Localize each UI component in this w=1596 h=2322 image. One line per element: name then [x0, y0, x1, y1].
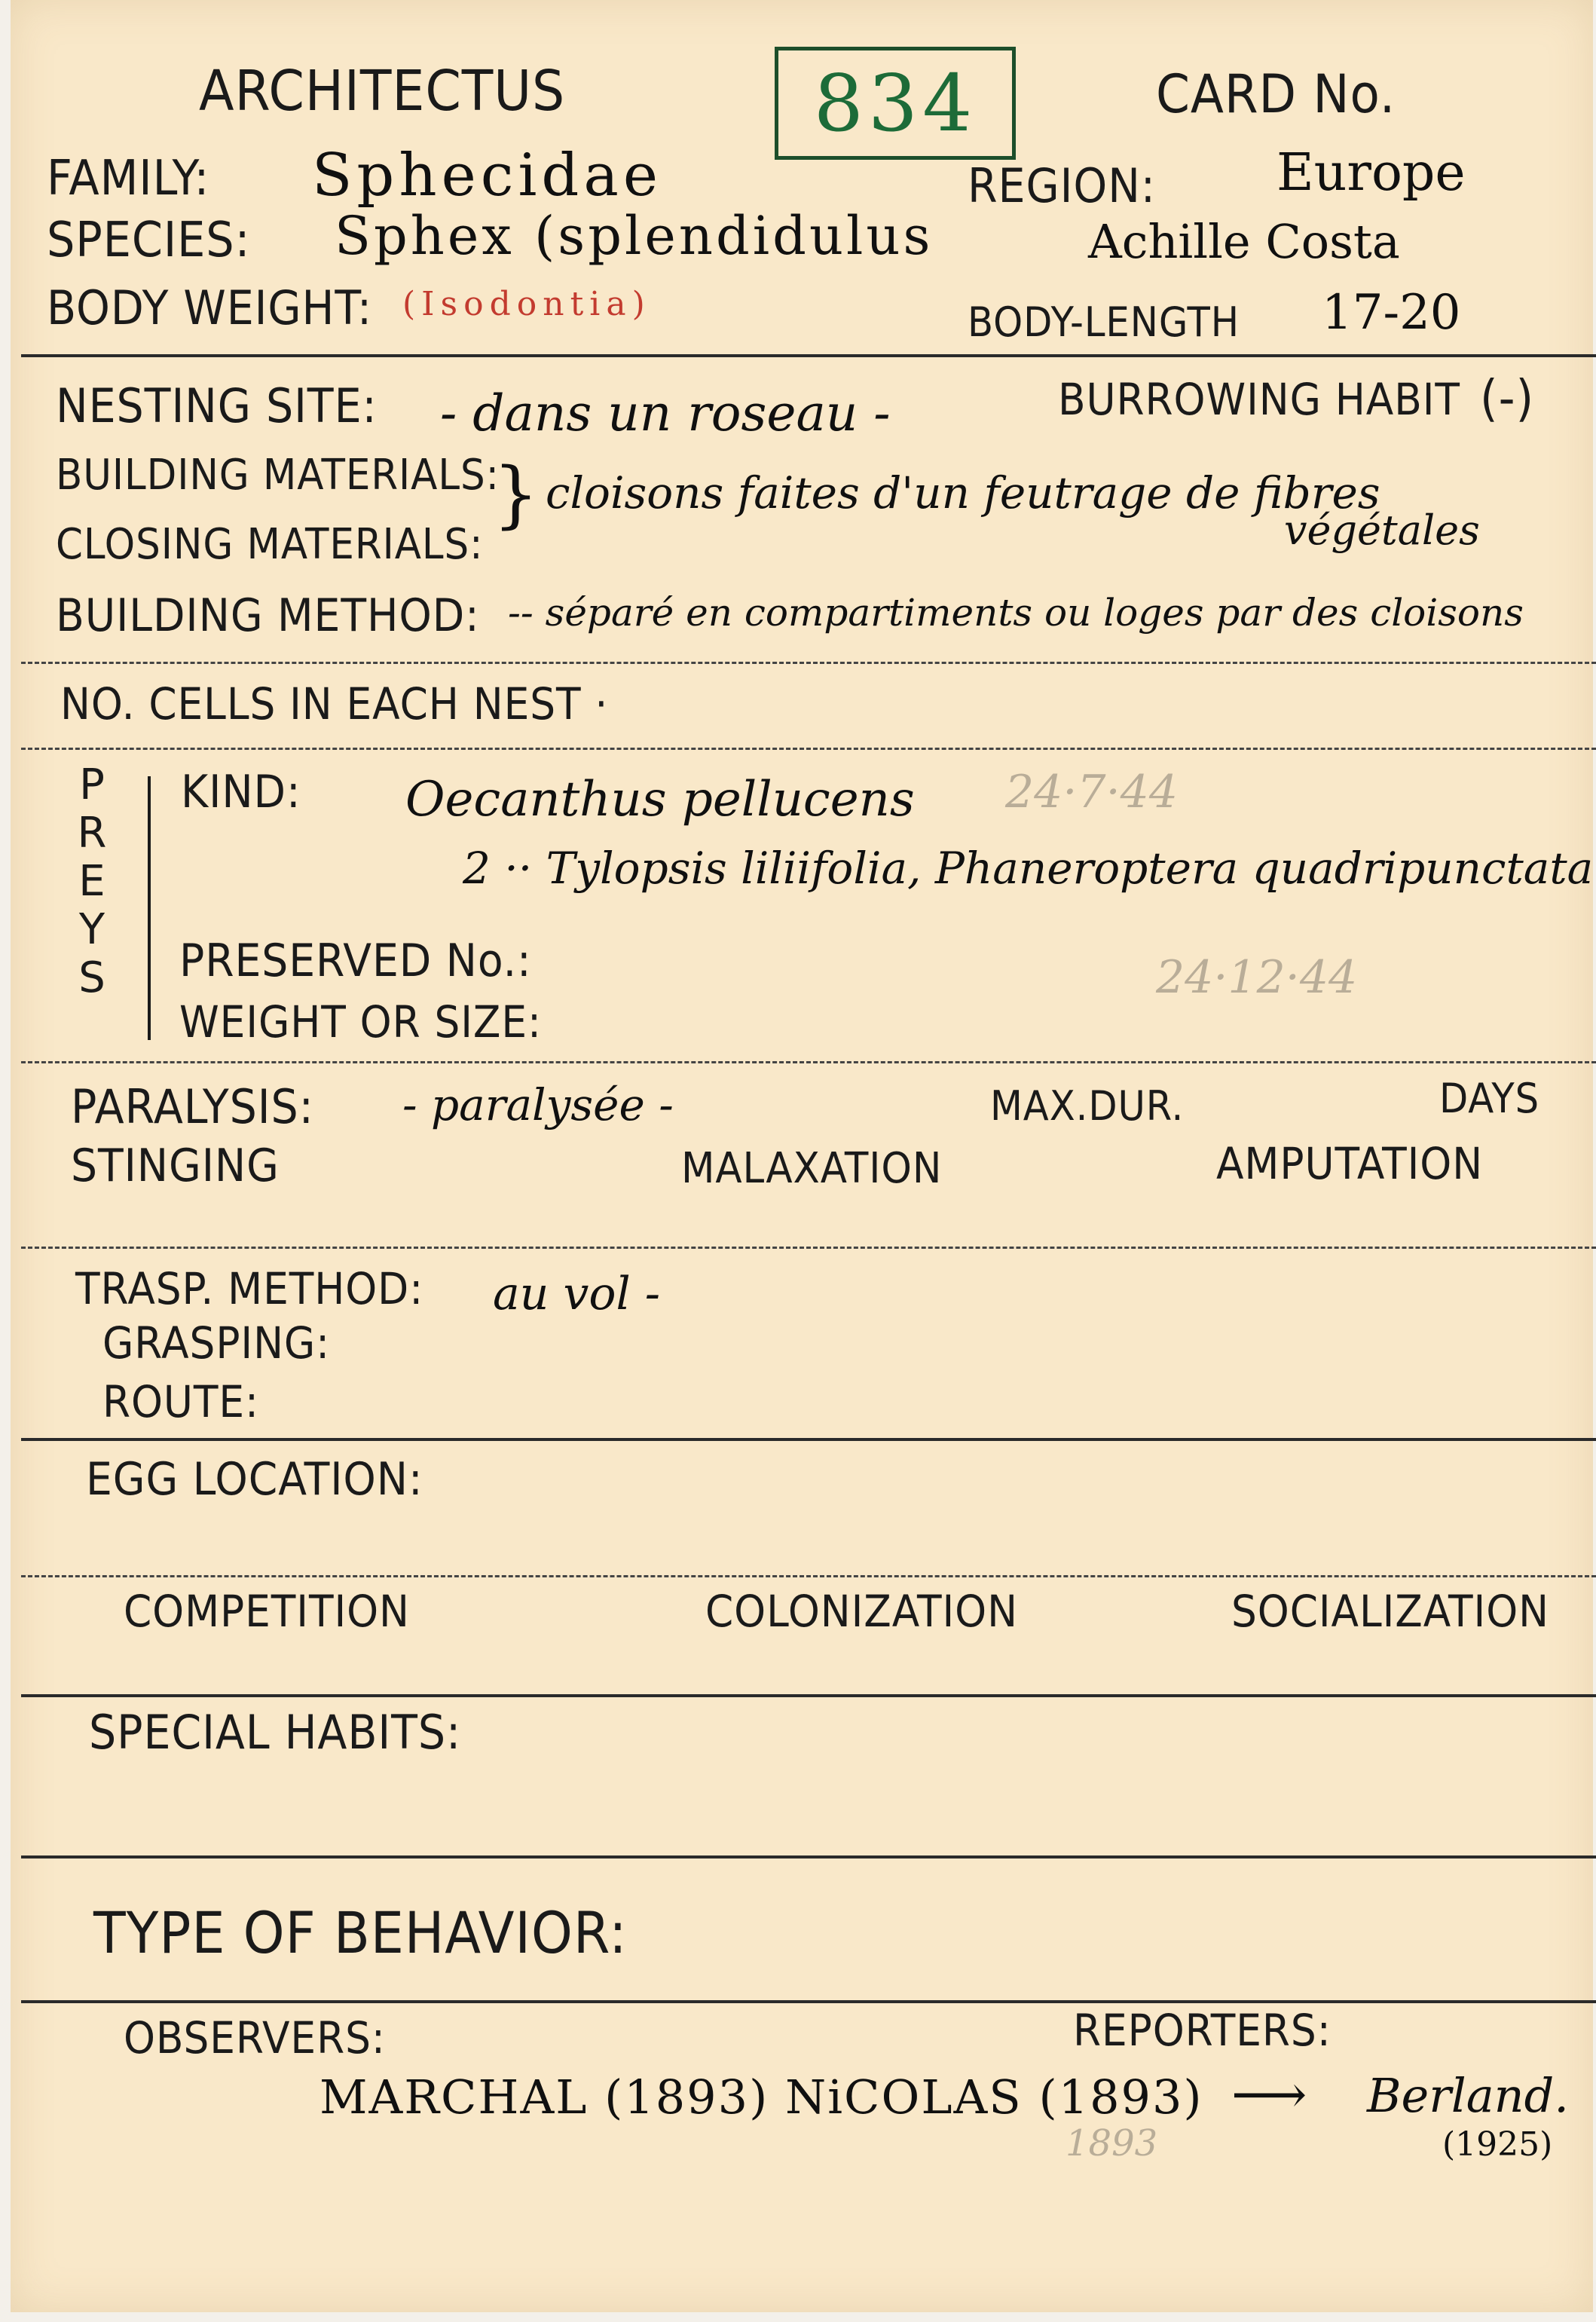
divider	[21, 1575, 1596, 1577]
observers-faint-note: 1893	[1066, 2122, 1158, 2164]
competition-label: COMPETITION	[124, 1586, 410, 1637]
kind-faint-note-2: 24·12·44	[1156, 951, 1358, 1004]
arrow-icon: ⟶	[1231, 2063, 1307, 2125]
building-method-value: -- séparé en compartiments ou loges par des cloisons	[508, 591, 1524, 635]
family-value: Sphecidae	[312, 142, 662, 210]
nesting-site-value: - dans un roseau -	[440, 384, 891, 442]
route-label: ROUTE:	[102, 1376, 259, 1427]
index-card	[11, 0, 1593, 2312]
body-weight-label: BODY WEIGHT:	[47, 280, 372, 335]
card-title: ARCHITECTUS	[199, 59, 566, 124]
region-label: REGION:	[968, 158, 1156, 213]
species-author: Achille Costa	[1088, 214, 1400, 269]
divider	[21, 2000, 1596, 2003]
trasp-method-label: TRASP. METHOD:	[75, 1263, 424, 1314]
special-habits-label: SPECIAL HABITS:	[89, 1705, 462, 1760]
divider	[21, 1694, 1596, 1697]
divider	[21, 1855, 1596, 1859]
reporter-value: Berland.	[1367, 2068, 1570, 2123]
paralysis-label: PARALYSIS:	[71, 1079, 314, 1134]
kind-label: KIND:	[181, 766, 301, 818]
family-label: FAMILY:	[47, 151, 210, 207]
species-value: Sphex (splendidulus	[335, 205, 934, 267]
observers-value: MARCHAL (1893) NiCOLAS (1893)	[320, 2070, 1203, 2125]
materials-brace: }	[493, 452, 540, 537]
divider	[21, 1247, 1596, 1249]
kind-faint-note-1: 24·7·44	[1005, 766, 1179, 818]
body-weight-note: (Isodontia)	[402, 285, 651, 323]
egg-location-label: EGG LOCATION:	[86, 1453, 423, 1506]
card-no-label: CARD No.	[1156, 63, 1396, 125]
materials-value: cloisons faites d'un feutrage de fibres	[546, 467, 1380, 519]
colonization-label: COLONIZATION	[705, 1586, 1018, 1637]
type-of-behavior-label: TYPE OF BEHAVIOR:	[93, 1899, 628, 1966]
stinging-label: STINGING	[71, 1140, 280, 1192]
grasping-label: GRASPING:	[102, 1317, 331, 1369]
cells-label: NO. CELLS IN EACH NEST ·	[60, 678, 609, 730]
preserved-label: PRESERVED No.:	[179, 935, 532, 987]
reporter-year: (1925)	[1442, 2125, 1553, 2164]
nesting-site-label: NESTING SITE:	[56, 378, 378, 433]
observers-label: OBSERVERS:	[124, 2012, 386, 2063]
preys-bracket	[148, 776, 151, 1040]
materials-value-2: végétales	[1284, 506, 1480, 554]
preys-vertical-label	[69, 761, 115, 1002]
reporters-label: REPORTERS:	[1073, 2005, 1332, 2056]
kind-value-2: 2 ·· Tylopsis liliifolia, Phaneroptera quadripunctata	[463, 843, 1594, 894]
trasp-method-value: au vol -	[493, 1268, 661, 1320]
divider	[21, 1061, 1596, 1063]
max-dur-label: MAX.DUR.	[990, 1082, 1185, 1130]
socialization-label: SOCIALIZATION	[1231, 1586, 1549, 1637]
building-method-label: BUILDING METHOD:	[56, 589, 480, 642]
days-label: DAYS	[1439, 1075, 1540, 1122]
building-materials-label: BUILDING MATERIALS:	[56, 451, 500, 500]
paralysis-value: - paralysée -	[402, 1079, 674, 1130]
divider	[21, 354, 1596, 357]
burrowing-value: (-)	[1480, 369, 1535, 427]
region-value: Europe	[1276, 143, 1466, 203]
amputation-label: AMPUTATION	[1216, 1138, 1484, 1189]
body-length-value: 17-20	[1322, 285, 1461, 341]
preys-letters: PREYS	[77, 760, 107, 1002]
divider	[21, 662, 1596, 664]
closing-materials-label: CLOSING MATERIALS:	[56, 520, 484, 569]
weight-size-label: WEIGHT OR SIZE:	[179, 996, 542, 1048]
burrowing-label: BURROWING HABIT	[1058, 374, 1460, 425]
divider	[21, 748, 1596, 750]
divider	[21, 1438, 1596, 1441]
malaxation-label: MALAXATION	[681, 1144, 943, 1193]
card-number-box: 834	[775, 47, 1016, 160]
species-label: SPECIES:	[47, 213, 251, 268]
kind-value-1: Oecanthus pellucens	[405, 772, 915, 828]
body-length-label: BODY-LENGTH	[968, 298, 1240, 346]
